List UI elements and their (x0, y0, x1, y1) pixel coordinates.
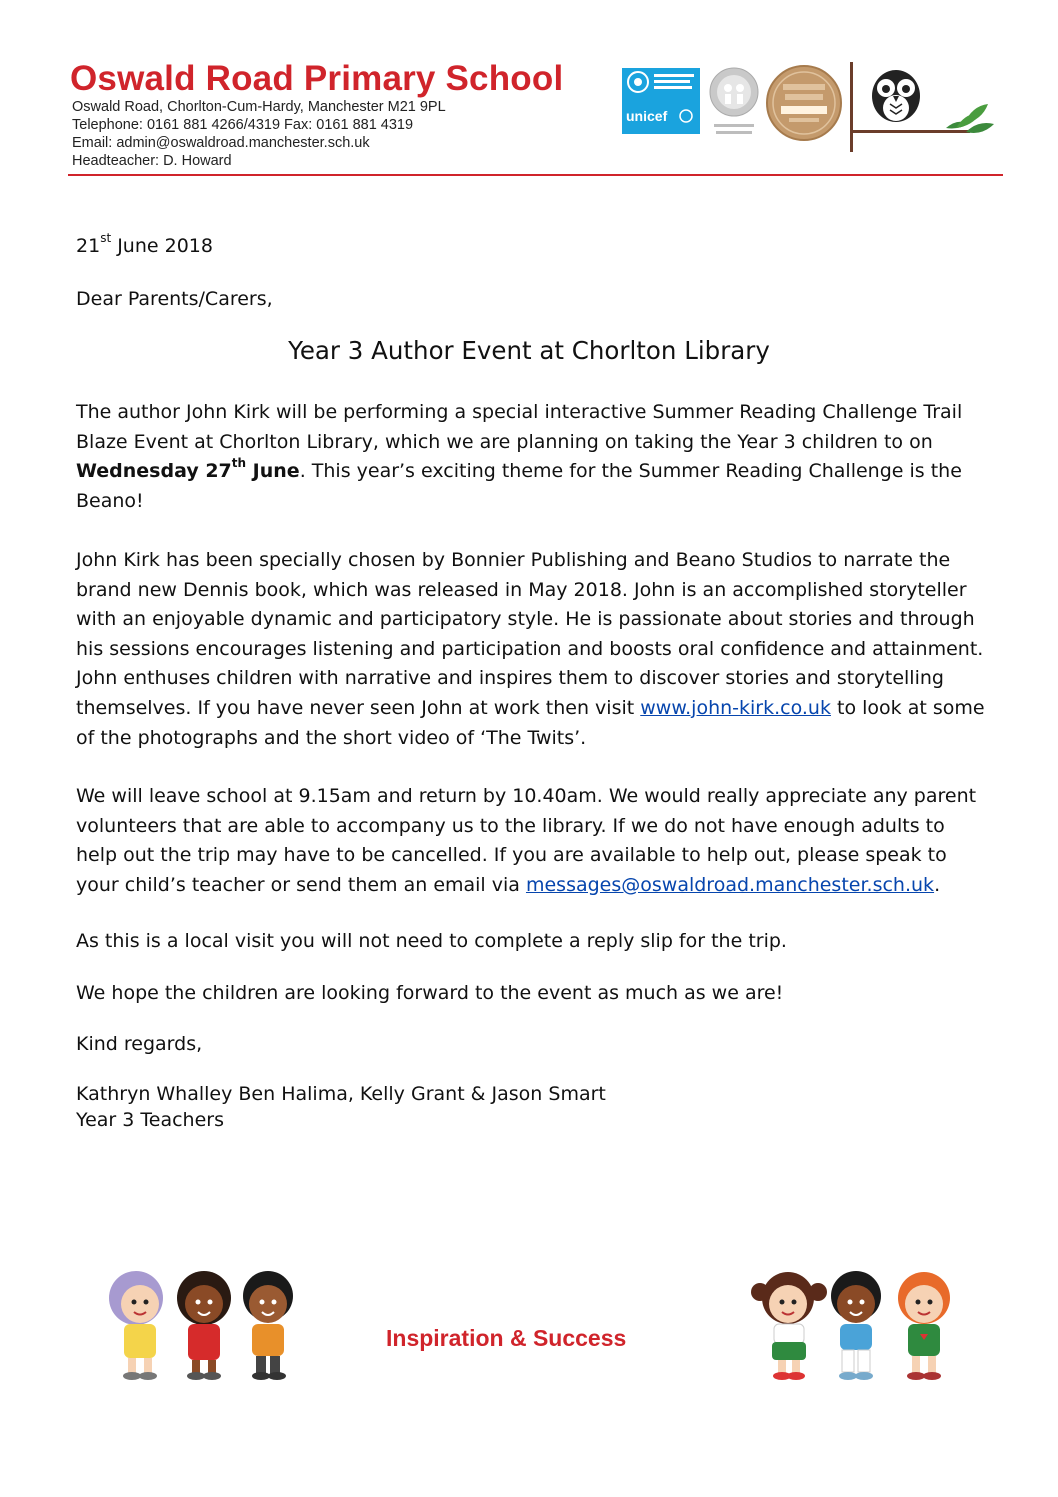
paragraph-looking-forward: We hope the children are looking forward to the event as much as we are! (76, 982, 784, 1004)
children-illustration-right (748, 1262, 964, 1386)
owl-logo (846, 58, 1006, 156)
signature-block (76, 1081, 991, 1133)
contact-details (72, 98, 446, 170)
silver-quality-mark-badge (708, 66, 760, 146)
signature-names: Kathryn Whalley Ben Halima, Kelly Grant & Jason Smart (76, 1083, 606, 1105)
event-date-day: Wednesday 27 (76, 460, 232, 483)
para1-text-a: The author John Kirk will be performing a special interactive Summer Reading Challenge Trail Blaze Event at Chorlton Library, which we are planning on taking the Year 3 children to on (76, 401, 963, 453)
letterhead-divider (68, 174, 1003, 176)
paragraph-event-intro (76, 398, 991, 516)
author-website-link[interactable]: www.john-kirk.co.uk (640, 696, 831, 719)
paragraph-no-reply-slip: As this is a local visit you will not need to complete a reply slip for the trip. (76, 930, 787, 952)
rights-respecting-schools-unicef-badge (622, 68, 700, 134)
school-address: Oswald Road, Chorlton-Cum-Hardy, Manchester M21 9PL (72, 99, 446, 115)
para2-text-b: to look at some of the photographs and the short video of ‘The Twits’. (76, 696, 985, 749)
event-date-month: June (246, 460, 300, 483)
event-date (76, 455, 300, 483)
paragraph-author-bio (76, 546, 991, 753)
children-illustration-left (96, 1262, 310, 1386)
date-day: 21 (76, 235, 101, 257)
headteacher: Headteacher: D. Howard (72, 153, 232, 169)
date-suffix: st (100, 230, 112, 245)
date-month-year: June 2018 (111, 235, 213, 257)
messages-email-link[interactable]: messages@oswaldroad.manchester.sch.uk (525, 873, 935, 896)
event-date-suffix: th (231, 455, 247, 470)
school-telephone: Telephone: 0161 881 4266/4319 Fax: 0161 881 4319 (72, 117, 414, 133)
letter-date (76, 232, 991, 262)
closing: Kind regards, (76, 1033, 203, 1055)
signature-role: Year 3 Teachers (76, 1109, 224, 1131)
para3-text-b: . (934, 873, 941, 896)
letter-title: Year 3 Author Event at Chorlton Library (288, 336, 770, 365)
paragraph-trip-details (76, 782, 991, 900)
para1-text-b: . This year’s exciting theme for the Summer Reading Challenge is the Beano! (76, 460, 962, 512)
school-email: Email: admin@oswaldroad.manchester.sch.uk (72, 135, 370, 151)
school-name: Oswald Road Primary School (70, 59, 564, 98)
para2-text-a: John Kirk has been specially chosen by Bonnier Publishing and Beano Studios to narrate the brand new Dennis book, which was released in May 2018. John is an accomplished storyteller with an enjoyable dynamic and participatory style. He is passionate about stories and through his sessions encourages listening and participation and boosts oral confidence and attainment. John enthuses children with narrative and inspires them to discover stories and storytelling themselves. If you have never seen John at work then visit (76, 549, 984, 719)
school-motto: Inspiration & Success (386, 1325, 627, 1351)
letterhead (68, 58, 1003, 178)
greeting: Dear Parents/Carers, (76, 288, 273, 310)
school-games-bronze-badge (765, 64, 843, 142)
svg-text:unicef: unicef (626, 108, 668, 124)
para3-text-a: We will leave school at 9.15am and return by 10.40am. We would really appreciate any parent volunteers that are able to accompany us to the library. If we do not have enough adults to help out the trip may have to be cancelled. If you are available to help out, please speak to your child’s teacher or send them an email via (76, 785, 977, 896)
